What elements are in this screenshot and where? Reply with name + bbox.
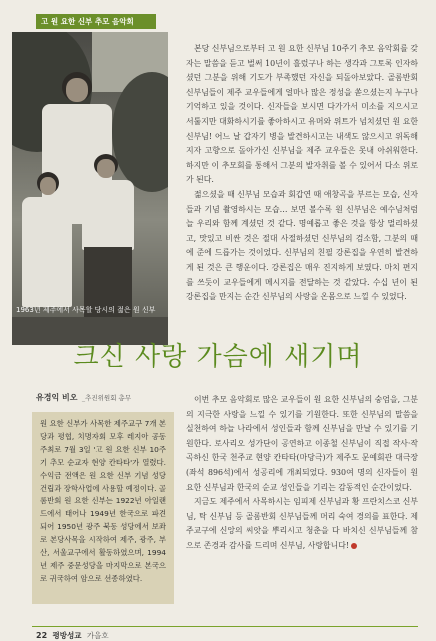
child-left-face <box>40 177 56 195</box>
info-box: 원 요한 신부가 사목한 제주교구 7개 본당과 평협, 치명자회 모후 레지아 공동 주최로 7월 3일 '고 원 요한 신부 10주기 추모 순교자 현양 칸타타'가 열렸다. 수익금 전액은 원 요한 신부 기념 성당 건립과 장학사업에 사용할 예정이다. 골롬반회 원 요한 신부는 1922년 아일랜드에서 태어나 1949년 한국으로 파견되어 1950년 광주 북동 성당에서 보좌로 본당사목을 시작하여 제주, 광주, 부산, 서울교구에서 활동하였으며, 1994년 제주 중문성당을 마지막으로 본국으로 귀국하여 암으로 선종하였다. <box>32 412 174 604</box>
page-number: 22 <box>36 631 48 640</box>
priest-face <box>66 78 88 102</box>
paragraph: 본당 신부님으로부터 고 원 요한 신부님 10주기 추모 음악회를 갖자는 말씀을 듣고 벌써 10년이 흘렀구나 하는 생각과 그토록 인자하셨던 그분을 위해 기도가 부족했던 자신을 되돌아보았다. 골롬반회 신부님들이 제주 교우들에게 얼마나 많은 정성을 쏟으셨는지 누구나 기억하고 있을 것이다. 신자들을 보시면 다가가서 미소를 지으시고 서툴지만 대화하시기를 좋아하시고 유머와 위트가 넘치셨던 원 요한 신부님! 어느 날 갑자기 병을 발견하시고는 내색도 않으시고 위독해지자 고향으로 돌아가신 신부님을 제주 교우들은 못내 아쉬워한다. 하지만 이 추모회를 통해서 그분의 발자취를 볼 수 있어서 다소 위로가 된다. <box>186 44 418 185</box>
child-right-face <box>97 159 115 178</box>
historical-photo <box>12 32 168 345</box>
child-right-robe <box>82 180 134 250</box>
byline <box>36 392 206 403</box>
page-footer <box>36 630 109 641</box>
end-mark-icon <box>351 543 357 549</box>
paragraph <box>186 495 418 553</box>
article-top-text <box>186 42 418 305</box>
paragraph: 젊으셨을 때 신부님 모습과 회갑연 때 애창곡을 부르는 모습, 신자들과 기념 촬영하시는 모습… 보면 볼수록 원 신부님은 예수님처럼 늘 우리와 함께 계셨던 것 같다. 명예롭고 좋은 것을 항상 멀리하셨고, 맛있고 비싼 것은 절대 사절하셨던 신부님의 검소함, 그분의 때에 준에 드릅가는 것이었다. 신부님의 친필 강론집을 우연히 발견하게 된 것은 큰 행운이다. 강론집은 매우 진지하게 보였다. 마치 편지를 쓰듯이 교우들에게 메시지를 전달하는 것 같았다. 수십 년이 된 강론집을 만지는 순간 신부님의 사랑을 온몸으로 느낄 수 있었다. <box>186 189 418 302</box>
author-role: _추진위원회 총무 <box>81 394 132 402</box>
magazine-name: 평방성교 <box>52 631 82 640</box>
issue-season: 가을호 <box>86 631 109 640</box>
photo-caption: 1963년 제주에서 사목할 당시의 젊은 원 신부 <box>16 306 156 314</box>
author-name: 유경익 비오 <box>36 392 78 402</box>
section-label: 고 원 요한 신부 추모 음악회 <box>36 14 156 29</box>
footer-rule <box>32 626 418 627</box>
child-left-robe <box>22 197 72 307</box>
article-bottom-text <box>186 393 418 554</box>
paragraph: 이번 추모 음악회로 많은 교우들이 원 요한 신부님의 숭엄을, 그분의 지극한 사랑을 느낄 수 있기를 기원한다. 또한 신부님의 말씀을 실천하여 하늘 나라에서 성인들과 함께 신부님을 만날 수 있기를 기원한다. 로사리오 성가단이 공연하고 이종철 신부님이 직접 작사·작곡하신 한국 천주교 현양 칸타타(마당극)가 제주도 문예회관 대극장(좌석 896석)에서 성공리에 개최되었다. 930여 명의 신자들이 원 요한 신부님과 한국의 순교 성인들을 기리는 감동적인 순간이었다. <box>186 395 418 492</box>
paragraph-text: 지금도 제주에서 사목하시는 임피제 신부님과 황 프란치스코 신부님, 탁 신부님 등 골롬반회 신부님들께 머리 숙여 경의를 표한다. 제주교구에 신앙의 씨앗을 뿌리시고 청춘을 다 바치신 신부님들께 참으로 존경과 감사를 드리며 신부님, 사랑합니다! <box>186 497 418 550</box>
article-title: 크신 사랑 가슴에 새기며 <box>73 342 363 372</box>
